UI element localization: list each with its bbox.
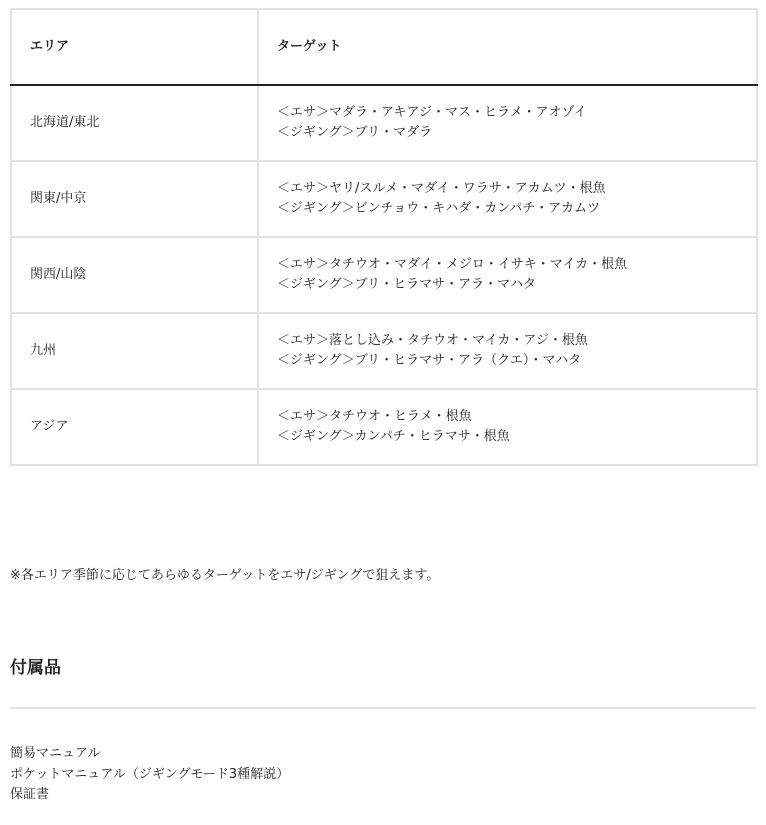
target-cell bbox=[258, 161, 757, 237]
jigging-targets: ＜ジギング＞カンパチ・ヒラマサ・根魚 bbox=[277, 429, 510, 444]
header-target: ターゲット bbox=[258, 9, 757, 85]
table-body bbox=[11, 85, 757, 465]
area-cell: 関西/山陰 bbox=[11, 237, 258, 313]
jigging-targets: ＜ジギング＞ビンチョウ・キハダ・カンパチ・アカムツ bbox=[277, 201, 601, 216]
target-cell bbox=[258, 313, 757, 389]
table-row bbox=[11, 389, 757, 465]
area-cell: 関東/中京 bbox=[11, 161, 258, 237]
table-row bbox=[11, 85, 757, 161]
jigging-targets: ＜ジギング＞ブリ・ヒラマサ・アラ・マハタ bbox=[277, 277, 536, 292]
table-row bbox=[11, 313, 757, 389]
bait-targets: ＜エサ＞タチウオ・ヒラメ・根魚 bbox=[277, 409, 472, 424]
header-area: エリア bbox=[11, 9, 258, 85]
table-header bbox=[11, 9, 757, 85]
bait-targets: ＜エサ＞落とし込み・タチウオ・マイカ・アジ・根魚 bbox=[277, 333, 588, 348]
target-area-table bbox=[10, 8, 758, 466]
jigging-targets: ＜ジギング＞ブリ・ヒラマサ・アラ（クエ）・マハタ bbox=[277, 353, 582, 368]
area-cell: 北海道/東北 bbox=[11, 85, 258, 161]
accessories-heading: 付属品 bbox=[10, 658, 61, 678]
area-cell: 九州 bbox=[11, 313, 258, 389]
jigging-targets: ＜ジギング＞ブリ・マダラ bbox=[277, 125, 433, 140]
target-cell bbox=[258, 85, 757, 161]
table-row bbox=[11, 161, 757, 237]
season-note: ※各エリア季節に応じてあらゆるターゲットをエサ/ジギングで狙えます。 bbox=[10, 568, 440, 583]
bait-targets: ＜エサ＞タチウオ・マダイ・メジロ・イサキ・マイカ・根魚 bbox=[277, 257, 628, 272]
list-item: ポケットマニュアル（ジギングモード3種解説） bbox=[10, 766, 290, 782]
table-header-row bbox=[11, 9, 757, 85]
table-row bbox=[11, 237, 757, 313]
target-cell bbox=[258, 237, 757, 313]
section-divider bbox=[10, 707, 756, 709]
accessory-list bbox=[10, 744, 289, 806]
bait-targets: ＜エサ＞ヤリ/スルメ・マダイ・ワラサ・アカムツ・根魚 bbox=[277, 181, 606, 196]
target-cell bbox=[258, 389, 757, 465]
area-cell: アジア bbox=[11, 389, 258, 465]
list-item: 保証書 bbox=[10, 787, 50, 802]
list-item: 簡易マニュアル bbox=[10, 746, 101, 761]
bait-targets: ＜エサ＞マダラ・アキアジ・マス・ヒラメ・アオゾイ bbox=[277, 105, 587, 120]
